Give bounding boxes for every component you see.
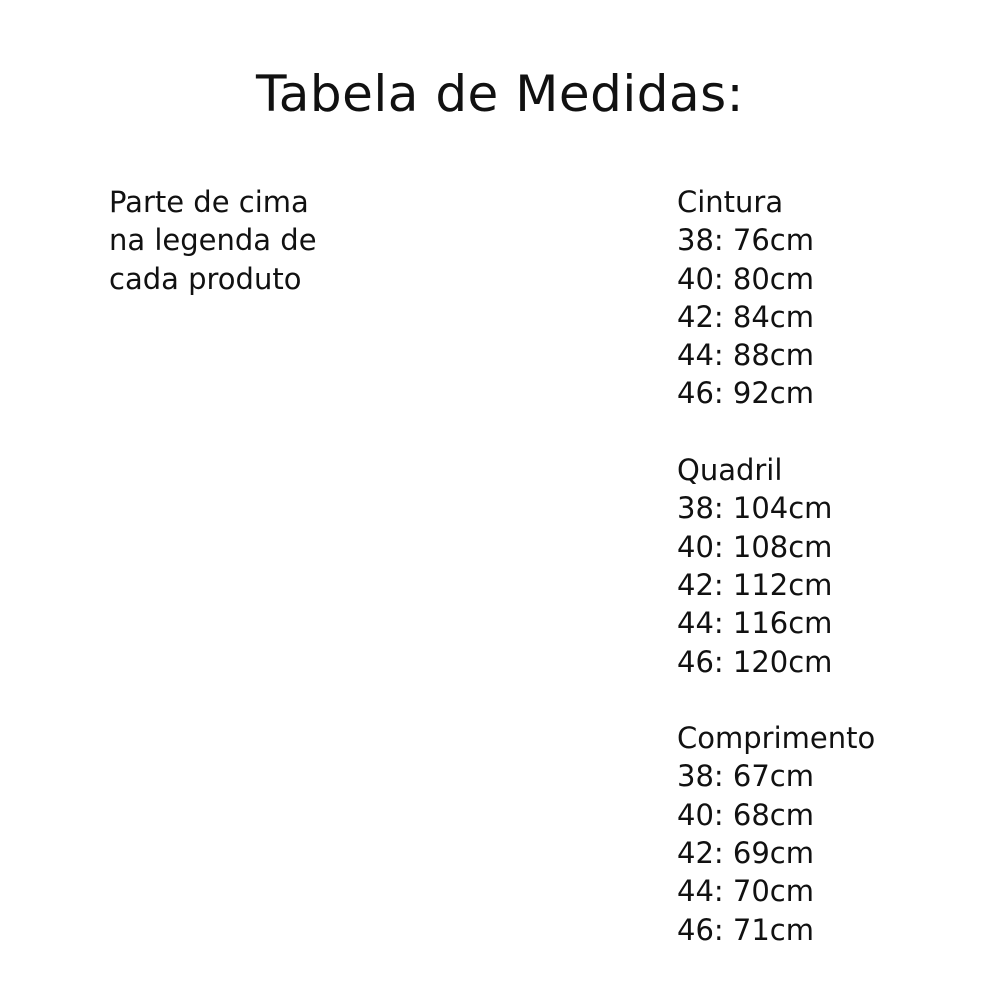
measurement-row: 40: 68cm [677,797,814,832]
measurement-row: 40: 108cm [677,529,833,564]
measurements-list [677,183,977,949]
measurement-row: 44: 70cm [677,874,814,909]
measurement-row: 42: 112cm [677,567,833,602]
section-comprimento [677,719,977,949]
section-quadril [677,451,977,681]
measurement-row: 38: 104cm [677,491,833,526]
measurement-row: 38: 67cm [677,759,814,794]
note-line: cada produto [109,261,302,296]
measurement-row: 42: 84cm [677,299,814,334]
section-heading: Comprimento [677,721,876,756]
section-cintura [677,183,977,413]
section-heading: Cintura [677,185,784,219]
measurement-row: 46: 92cm [677,376,814,411]
page-title: Tabela de Medidas: [255,65,745,123]
measurement-row: 44: 88cm [677,338,814,373]
section-heading: Quadril [677,453,783,488]
measurement-row: 38: 76cm [677,223,814,258]
measurement-row: 40: 80cm [677,261,814,296]
measurement-row: 46: 120cm [677,644,833,679]
top-part-note [109,183,439,298]
measurement-row: 42: 69cm [677,836,814,871]
measurement-row: 46: 71cm [677,912,814,947]
measurement-row: 44: 116cm [677,606,833,641]
note-line: na legenda de [109,223,317,258]
note-line: Parte de cima [109,185,309,219]
